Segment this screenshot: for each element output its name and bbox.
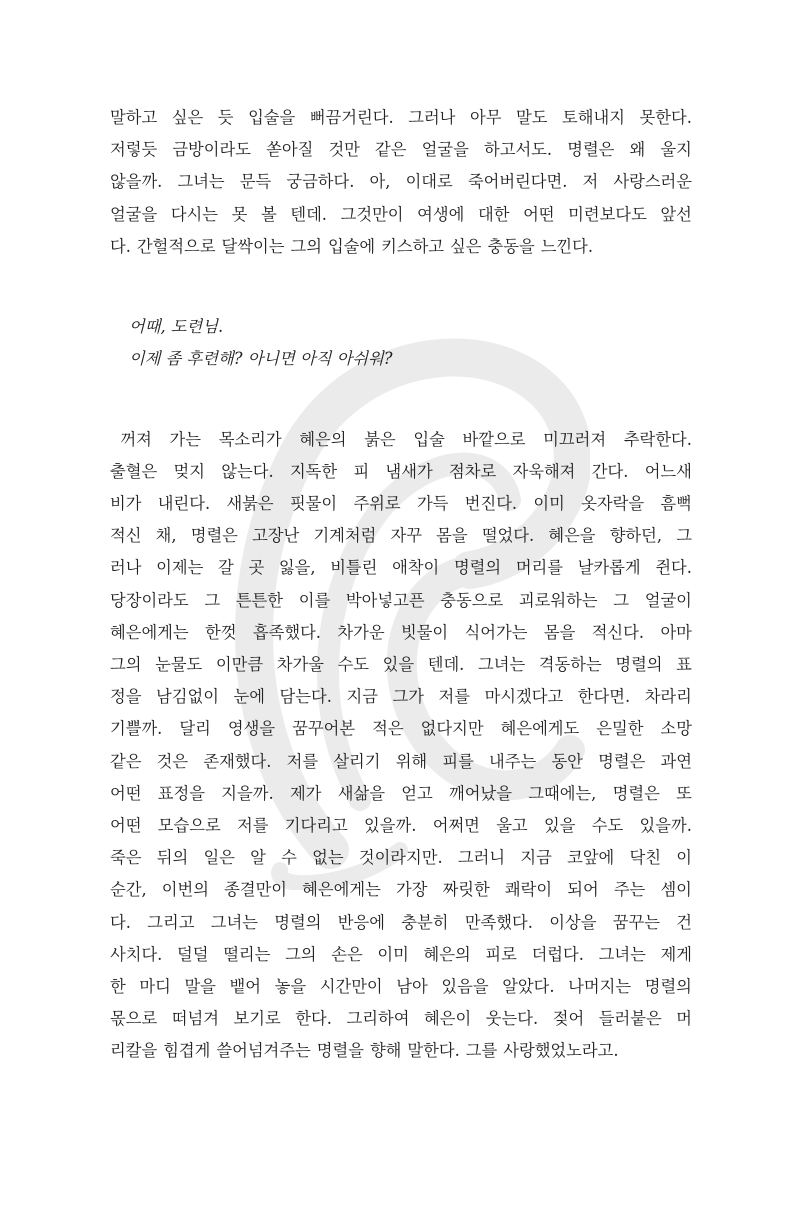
word: 정을 bbox=[110, 687, 142, 707]
word: 추락한다. bbox=[623, 429, 692, 449]
word: 박아넣고픈 bbox=[345, 590, 425, 610]
word: 내린다. bbox=[157, 494, 211, 514]
word: 깨어났을 bbox=[449, 783, 512, 803]
word: 볼 bbox=[260, 204, 277, 224]
word: 만족했다. bbox=[464, 912, 533, 932]
word: 있음을 bbox=[441, 976, 489, 996]
word: 지을까. bbox=[221, 783, 274, 803]
word: 그를 bbox=[465, 1041, 498, 1061]
word: 금방이라도 bbox=[172, 140, 251, 160]
word: 그의 bbox=[110, 655, 142, 675]
word: 달싹이는 bbox=[221, 236, 285, 256]
text-line bbox=[110, 424, 692, 456]
word: 아무 bbox=[469, 108, 502, 127]
word: 문득 bbox=[239, 172, 272, 192]
text-line bbox=[110, 1035, 692, 1067]
word: 내주는 bbox=[489, 751, 537, 771]
word: 뻐끔거린다. bbox=[309, 108, 394, 127]
word: 한다면. bbox=[577, 687, 631, 707]
word: 이대로 bbox=[405, 172, 453, 192]
word: 달리 bbox=[179, 719, 211, 739]
word: 같은 bbox=[375, 140, 407, 160]
word: 있을 bbox=[543, 815, 576, 835]
word: 나머지는 bbox=[568, 976, 632, 996]
word: 못한다. bbox=[639, 108, 692, 127]
word: 표 bbox=[676, 655, 692, 675]
word: 기다리고 bbox=[284, 815, 348, 835]
text-line bbox=[110, 585, 692, 617]
word: 혜은에게는 bbox=[110, 622, 189, 642]
text-line bbox=[110, 456, 692, 488]
word: 말도 bbox=[516, 108, 548, 127]
word: 쥔다. bbox=[655, 558, 692, 578]
word: 시간만이 bbox=[319, 976, 383, 996]
word: 울지 bbox=[660, 140, 692, 160]
word: 곳 bbox=[248, 558, 265, 578]
word: 한 bbox=[110, 976, 126, 996]
word: 뱉어 bbox=[229, 976, 262, 996]
word: 대한 bbox=[477, 204, 510, 224]
word: 쾌락이 bbox=[504, 880, 553, 900]
word: 남아 bbox=[396, 976, 428, 996]
word: 셈이 bbox=[660, 880, 692, 900]
word: 토해내지 bbox=[562, 108, 625, 127]
word: 손은 bbox=[331, 944, 363, 964]
word: 머 bbox=[676, 1009, 692, 1029]
word: 흡족했다. bbox=[252, 622, 321, 642]
word: 저를 bbox=[438, 687, 470, 707]
text-line bbox=[110, 488, 692, 520]
word: 새삶을 bbox=[337, 783, 385, 803]
word: 존재했다. bbox=[203, 751, 272, 771]
word: 동안 bbox=[551, 751, 583, 771]
word: 러나 bbox=[110, 558, 142, 578]
word: 식어가는 bbox=[464, 622, 528, 642]
word: 다. bbox=[110, 236, 131, 256]
word: 가장 bbox=[395, 880, 428, 900]
word: 기쁠까. bbox=[110, 719, 163, 739]
word: 힘겹게 bbox=[163, 1041, 211, 1061]
word: 꺼져 bbox=[110, 429, 152, 449]
word: 가는 bbox=[169, 429, 201, 449]
word: 떨리는 bbox=[223, 944, 271, 964]
text-line bbox=[110, 1003, 692, 1035]
word: 저 bbox=[582, 172, 599, 192]
word: 꿈꾸는 bbox=[612, 912, 660, 932]
word: 여생에 bbox=[417, 204, 465, 224]
dialogue-line: 어때, 도련님. bbox=[129, 316, 224, 336]
word: 말하고 bbox=[110, 108, 158, 127]
word: 출혈은 bbox=[110, 461, 158, 481]
word: 없는 bbox=[312, 848, 344, 868]
word: 것이라지만. bbox=[358, 848, 443, 868]
word: 저를 bbox=[286, 751, 319, 771]
word: 리칼을 bbox=[110, 1041, 158, 1061]
word: 그 bbox=[676, 526, 692, 546]
word: 충분히 bbox=[401, 912, 449, 932]
word: 혜은의 bbox=[423, 944, 471, 964]
word: 그녀는 bbox=[477, 655, 526, 675]
word: 죽은 bbox=[110, 848, 142, 868]
word: 차라리 bbox=[644, 687, 692, 707]
text-line bbox=[110, 231, 692, 263]
word: 아, bbox=[369, 172, 391, 192]
word: 왜 bbox=[629, 140, 646, 160]
word: 한다. bbox=[295, 1009, 332, 1029]
text-line bbox=[110, 134, 692, 166]
word: 적신 bbox=[110, 526, 142, 546]
word: 바깥으로 bbox=[462, 429, 526, 449]
word: 꿈꾸어본 bbox=[292, 719, 356, 739]
word: 몸을 bbox=[436, 526, 468, 546]
word: 수도 bbox=[591, 815, 624, 835]
word: 젖어 bbox=[552, 1009, 585, 1029]
word: 입술을 bbox=[248, 108, 296, 127]
word: 얻고 bbox=[401, 783, 433, 803]
word: 저를 bbox=[237, 815, 269, 835]
word: 어떤 bbox=[110, 783, 142, 803]
word: 사랑했었노라고. bbox=[503, 1041, 619, 1061]
word: 어떤 bbox=[523, 204, 555, 224]
word: 앞선 bbox=[660, 204, 692, 224]
word: 점차로 bbox=[449, 461, 497, 481]
word: 피를 bbox=[442, 751, 474, 771]
word: 비가 bbox=[110, 494, 142, 514]
word: 그리고 bbox=[147, 912, 195, 932]
word: 흠뻑 bbox=[660, 494, 692, 514]
word: 텐데. bbox=[290, 204, 327, 224]
word: 지금 bbox=[346, 687, 378, 707]
word: 적신다. bbox=[591, 622, 645, 642]
text-line bbox=[110, 199, 692, 231]
word: 쏟아질 bbox=[266, 140, 314, 160]
word: 알 bbox=[250, 848, 266, 868]
word: 이를 bbox=[298, 590, 331, 610]
word: 못 bbox=[231, 204, 248, 224]
word: 울고 bbox=[496, 815, 528, 835]
word: 싶은 bbox=[450, 236, 482, 256]
text-line bbox=[110, 713, 692, 745]
word: 궁금하다. bbox=[286, 172, 355, 192]
word: 살리기 bbox=[333, 751, 381, 771]
word: 않을까. bbox=[110, 172, 163, 192]
word: 또 bbox=[676, 783, 692, 803]
word: 남김없이 bbox=[156, 687, 219, 707]
word: 종결만이 bbox=[224, 880, 288, 900]
word: 아마 bbox=[660, 622, 692, 642]
word: 명렬을 bbox=[316, 1041, 364, 1061]
word: 적은 bbox=[372, 719, 404, 739]
word: 혜은에게도 bbox=[500, 719, 580, 739]
word: 표정을 bbox=[157, 783, 205, 803]
word: 그 bbox=[613, 590, 629, 610]
word: 채, bbox=[155, 526, 177, 546]
paragraph-2 bbox=[110, 424, 692, 1068]
word: 말한다. bbox=[407, 1041, 460, 1061]
word: 명렬은 bbox=[612, 783, 660, 803]
word: 쓸어넘겨주는 bbox=[216, 1041, 311, 1061]
word: 가득 bbox=[416, 494, 449, 514]
word: 떨었다. bbox=[481, 526, 535, 546]
word: 사치다. bbox=[110, 944, 163, 964]
text-line bbox=[110, 166, 692, 198]
word: 있을까. bbox=[364, 815, 417, 835]
word: 되어 bbox=[567, 880, 599, 900]
word: 한껏 bbox=[205, 622, 237, 642]
word: 싶은 bbox=[171, 108, 204, 127]
word: 일은 bbox=[203, 848, 235, 868]
text-line bbox=[110, 842, 692, 874]
word: 그의 bbox=[290, 236, 322, 256]
word: 그녀는 bbox=[210, 912, 258, 932]
word: 다. bbox=[110, 912, 131, 932]
word: 은밀한 bbox=[596, 719, 644, 739]
word: 저렇듯 bbox=[110, 140, 158, 160]
word: 이번의 bbox=[161, 880, 209, 900]
word: 간다. bbox=[591, 461, 629, 481]
word: 다시는 bbox=[170, 204, 218, 224]
word: 제가 bbox=[289, 783, 322, 803]
text-line bbox=[110, 649, 692, 681]
word: 갈 bbox=[218, 558, 234, 578]
word: 튼튼한 bbox=[235, 590, 283, 610]
word: 듯 bbox=[217, 108, 234, 127]
word: 눈물도 bbox=[155, 655, 203, 675]
document-body bbox=[110, 102, 692, 1067]
word: 그 bbox=[204, 590, 221, 610]
text-line bbox=[110, 681, 692, 713]
word: 웃는다. bbox=[485, 1009, 539, 1029]
word: 핏물이 bbox=[289, 494, 338, 514]
word: 당장이라도 bbox=[110, 590, 189, 610]
word: 지독한 bbox=[289, 461, 338, 481]
paragraph-1 bbox=[110, 102, 692, 263]
word: 피 bbox=[353, 461, 370, 481]
word: 그가 bbox=[392, 687, 424, 707]
word: 비틀린 bbox=[330, 558, 378, 578]
dialogue-line: 이제 좀 후련해? 아니면 아직 아쉬워? bbox=[129, 349, 393, 369]
word: 어떤 bbox=[110, 815, 142, 835]
word: 옷자락을 bbox=[581, 494, 645, 514]
word: 텐데. bbox=[427, 655, 465, 675]
text-line bbox=[110, 552, 692, 584]
word: 혜은을 bbox=[548, 526, 596, 546]
word: 것은 bbox=[156, 751, 189, 771]
word: 혜은의 bbox=[299, 429, 347, 449]
word: 눈에 bbox=[233, 687, 265, 707]
text-line bbox=[110, 746, 692, 778]
text-line bbox=[110, 810, 692, 842]
text-line bbox=[110, 971, 692, 1003]
word: 건 bbox=[676, 912, 692, 932]
word: 있을까. bbox=[639, 815, 692, 835]
word: 주위로 bbox=[353, 494, 401, 514]
word: 덜덜 bbox=[177, 944, 209, 964]
text-line bbox=[110, 939, 692, 971]
word: 수 bbox=[281, 848, 297, 868]
word: 보기로 bbox=[233, 1009, 281, 1029]
word: 차가운 bbox=[337, 622, 385, 642]
word: 충동으로 bbox=[440, 590, 504, 610]
word: 들러붙은 bbox=[598, 1009, 662, 1029]
word: 미끄러져 bbox=[543, 429, 607, 449]
word: 제게 bbox=[660, 944, 692, 964]
word: 있을 bbox=[382, 655, 415, 675]
word: 새붉은 bbox=[226, 494, 274, 514]
word: 차가울 bbox=[276, 655, 324, 675]
word: 얼굴이 bbox=[644, 590, 692, 610]
word: 더럽다. bbox=[531, 944, 584, 964]
text-line bbox=[110, 520, 692, 552]
word: 이제는 bbox=[156, 558, 204, 578]
word: 간헐적으로 bbox=[136, 236, 216, 256]
text-line bbox=[110, 102, 692, 134]
word: 향하던, bbox=[609, 526, 663, 546]
word: 멎지 bbox=[173, 461, 205, 481]
text-line bbox=[110, 778, 692, 810]
word: 그리하여 bbox=[346, 1009, 410, 1029]
word: 닥친 bbox=[629, 848, 661, 868]
word: 이미 bbox=[533, 494, 565, 514]
word: 애착이 bbox=[392, 558, 440, 578]
word: 이 bbox=[676, 848, 692, 868]
word: 몸을 bbox=[543, 622, 576, 642]
word: 명렬의 bbox=[274, 912, 322, 932]
word: 수도 bbox=[337, 655, 369, 675]
word: 주는 bbox=[613, 880, 646, 900]
word: 그러니 bbox=[457, 848, 506, 868]
word: 코앞에 bbox=[567, 848, 615, 868]
word: 놓을 bbox=[274, 976, 307, 996]
word: 떠넘겨 bbox=[171, 1009, 219, 1029]
word: 명렬은 bbox=[190, 526, 238, 546]
word: 격동하는 bbox=[538, 655, 602, 675]
word: 이미 bbox=[377, 944, 409, 964]
word: 죽어버린다면. bbox=[467, 172, 568, 192]
word: 어쩌면 bbox=[432, 815, 480, 835]
word: 않는다. bbox=[221, 461, 274, 481]
word: 그녀는 bbox=[177, 172, 225, 192]
word: 위해 bbox=[395, 751, 428, 771]
word: 명렬의 bbox=[644, 976, 692, 996]
word: 기계처럼 bbox=[313, 526, 377, 546]
word: 그것만이 bbox=[340, 204, 404, 224]
word: 머리를 bbox=[515, 558, 564, 578]
word: 영생을 bbox=[227, 719, 276, 739]
word: 피로 bbox=[485, 944, 517, 964]
word: 순간, bbox=[110, 880, 147, 900]
text-line bbox=[110, 617, 692, 649]
word: 지금 bbox=[520, 848, 552, 868]
word: 것만 bbox=[328, 140, 360, 160]
word: 혜은에게는 bbox=[302, 880, 381, 900]
word: 같은 bbox=[110, 751, 142, 771]
word: 입술 bbox=[413, 429, 445, 449]
word: 향해 bbox=[369, 1041, 402, 1061]
word: 없다지만 bbox=[420, 719, 484, 739]
word: 얼굴을 bbox=[421, 140, 469, 160]
word: 모습으로 bbox=[157, 815, 221, 835]
word: 빗물이 bbox=[400, 622, 449, 642]
text-line bbox=[110, 907, 692, 939]
word: 어느새 bbox=[644, 461, 692, 481]
word: 마디 bbox=[139, 976, 171, 996]
word: 과연 bbox=[660, 751, 692, 771]
word: 목소리가 bbox=[218, 429, 282, 449]
word: 반응에 bbox=[337, 912, 385, 932]
word: 번진다. bbox=[464, 494, 518, 514]
word: 명렬의 bbox=[453, 558, 502, 578]
word: 알았다. bbox=[502, 976, 555, 996]
word: 고장난 bbox=[252, 526, 300, 546]
word: 냄새가 bbox=[385, 461, 433, 481]
word: 잃을, bbox=[278, 558, 316, 578]
word: 짜릿한 bbox=[442, 880, 490, 900]
word: 마시겠다고 bbox=[484, 687, 564, 707]
word: 그녀는 bbox=[598, 944, 646, 964]
word: 충동을 bbox=[487, 236, 535, 256]
word: 날카롭게 bbox=[577, 558, 641, 578]
word: 말을 bbox=[184, 976, 216, 996]
word: 소망 bbox=[660, 719, 692, 739]
word: 명렬은 bbox=[567, 140, 615, 160]
word: 느낀다. bbox=[540, 236, 594, 256]
word: 담는다. bbox=[279, 687, 332, 707]
word: 뒤의 bbox=[156, 848, 189, 868]
word: 사랑스러운 bbox=[613, 172, 692, 192]
word: 괴로워하는 bbox=[518, 590, 598, 610]
word: 몫으로 bbox=[110, 1009, 158, 1029]
word: 그의 bbox=[285, 944, 317, 964]
word: 그때에는, bbox=[528, 783, 597, 803]
dialogue-block bbox=[110, 311, 692, 376]
word: 입술에 bbox=[327, 236, 376, 256]
text-line bbox=[110, 874, 692, 906]
word: 자꾸 bbox=[390, 526, 422, 546]
word: 자욱해져 bbox=[512, 461, 576, 481]
word: 그러나 bbox=[408, 108, 456, 127]
word: 붉은 bbox=[364, 429, 396, 449]
word: 하고서도. bbox=[483, 140, 553, 160]
word: 이상을 bbox=[549, 912, 597, 932]
word: 얼굴을 bbox=[110, 204, 158, 224]
word: 혜은이 bbox=[424, 1009, 472, 1029]
word: 키스하고 bbox=[381, 236, 445, 256]
word: 이만큼 bbox=[215, 655, 264, 675]
word: 명렬은 bbox=[598, 751, 646, 771]
word: 미련보다도 bbox=[568, 204, 647, 224]
word: 명렬의 bbox=[615, 655, 663, 675]
